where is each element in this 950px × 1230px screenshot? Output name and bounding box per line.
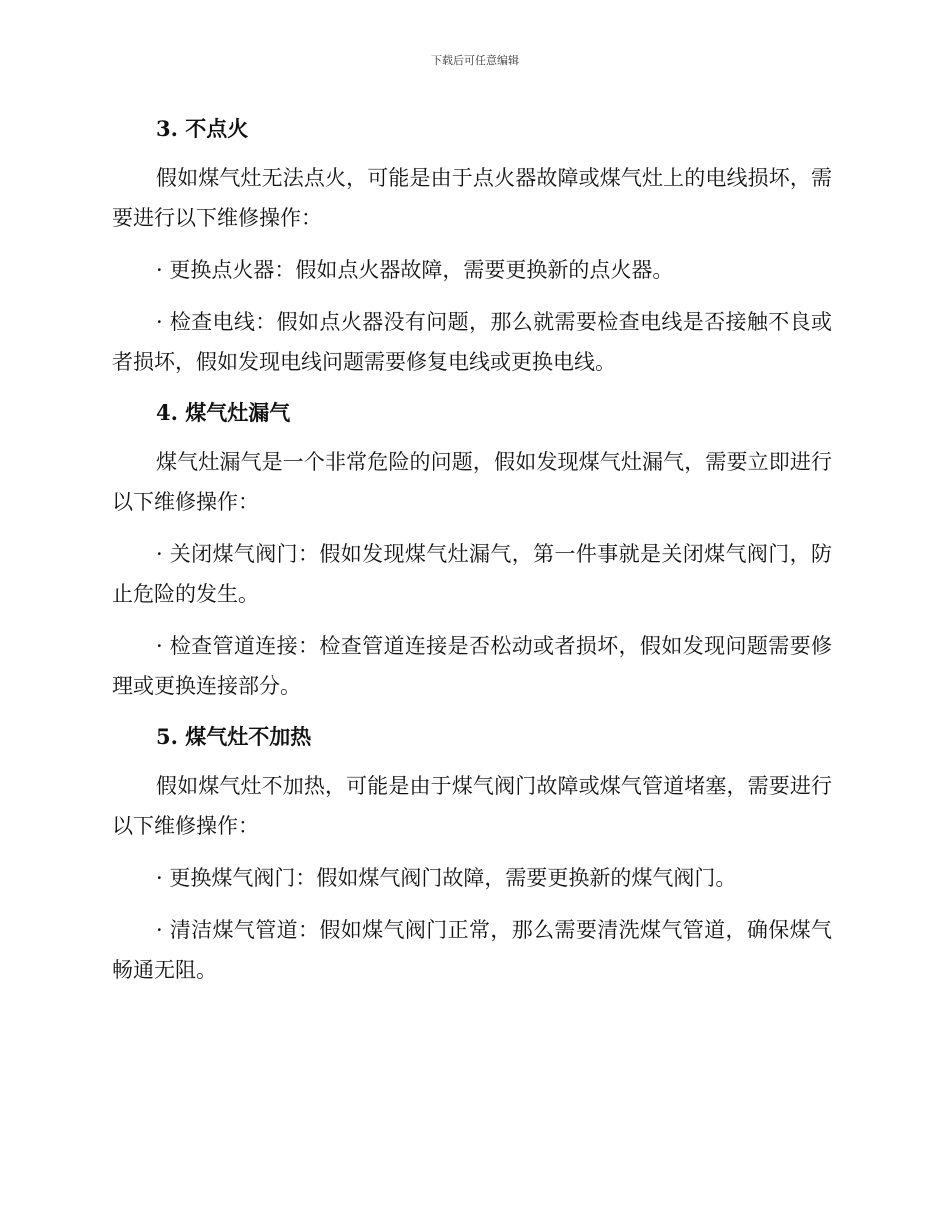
- bullet-item: · 检查管道连接：检查管道连接是否松动或者损坏，假如发现问题需要修理或更换连接部分。: [112, 634, 832, 698]
- bullet-item: · 关闭煤气阀门：假如发现煤气灶漏气，第一件事就是关闭煤气阀门，防止危险的发生。: [112, 542, 832, 606]
- page-header: 下载后可任意编辑: [431, 54, 519, 67]
- bullet-item: · 检查电线：假如点火器没有问题，那么就需要检查电线是否接触不良或者损坏，假如发现电线问题需要修复电线或更换电线。: [112, 310, 832, 374]
- section-intro: 煤气灶漏气是一个非常危险的问题，假如发现煤气灶漏气，需要立即进行以下维修操作：: [112, 450, 832, 514]
- bullet-item: · 更换煤气阀门：假如煤气阀门故障，需要更换新的煤气阀门。: [156, 866, 737, 890]
- section-intro: 假如煤气灶无法点火，可能是由于点火器故障或煤气灶上的电线损坏，需要进行以下维修操作：: [112, 166, 832, 230]
- bullet-item: · 更换点火器：假如点火器故障，需要更换新的点火器。: [156, 258, 674, 282]
- section-heading: 3. 不点火: [156, 116, 249, 141]
- document-body: [112, 110, 832, 990]
- section-heading: 4. 煤气灶漏气: [156, 400, 291, 425]
- section-heading: 5. 煤气灶不加热: [156, 724, 312, 749]
- section-intro: 假如煤气灶不加热，可能是由于煤气阀门故障或煤气管道堵塞，需要进行以下维修操作：: [112, 774, 832, 838]
- bullet-item: · 清洁煤气管道：假如煤气阀门正常，那么需要清洗煤气管道，确保煤气畅通无阻。: [112, 918, 832, 982]
